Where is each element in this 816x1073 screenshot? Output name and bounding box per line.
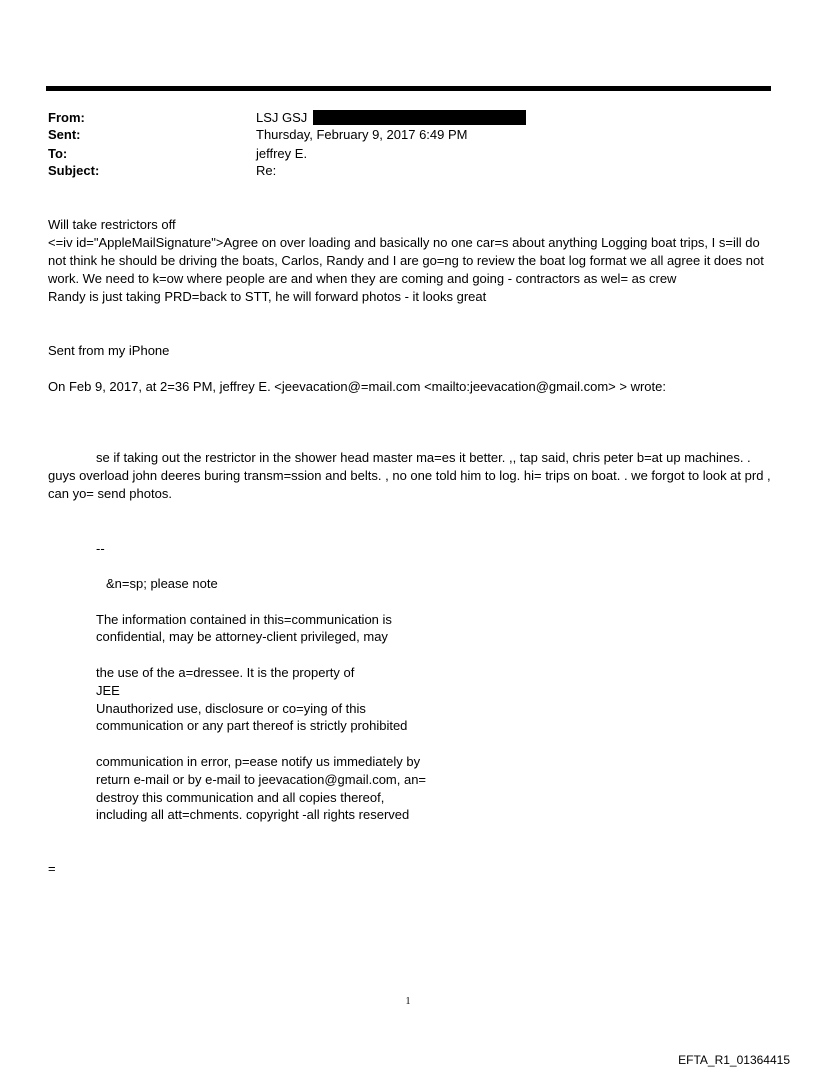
header-rule bbox=[46, 86, 771, 91]
quoted-message: se if taking out the restrictor in the shower head master ma=es it better. ,, tap said, chris peter b=at up machines. . guys overload john deeres buring transm=ssion and belts. , no one told him to log. hi= trips on boat. . we forgot to look at prd , can yo= send photos. bbox=[48, 450, 771, 501]
trailing-equals: = bbox=[48, 861, 56, 876]
disclaimer-line: communication or any part thereof is strictly prohibited bbox=[96, 718, 408, 733]
signature-dashes: -- bbox=[96, 541, 105, 556]
from-label: From: bbox=[48, 110, 85, 125]
sent-value: Thursday, February 9, 2017 6:49 PM bbox=[256, 127, 468, 142]
bates-number: EFTA_R1_01364415 bbox=[678, 1053, 790, 1067]
disclaimer-line: The information contained in this=communication is bbox=[96, 612, 392, 627]
disclaimer-line: Unauthorized use, disclosure or co=ying of this bbox=[96, 701, 366, 716]
disclaimer-line: including all att=chments. copyright -all rights reserved bbox=[96, 807, 410, 822]
from-name: LSJ GSJ bbox=[256, 110, 308, 125]
disclaimer-line: communication in error, p=ease notify us immediately by bbox=[96, 754, 421, 769]
subject-value: Re: bbox=[256, 163, 277, 178]
disclaimer-line: JEE bbox=[96, 683, 120, 698]
sent-label: Sent: bbox=[48, 127, 81, 142]
disclaimer-line: confidential, may be attorney-client privileged, may bbox=[96, 629, 388, 644]
body-paragraph-main: <=iv id="AppleMailSignature">Agree on over loading and basically no one car=s about anything Logging boat trips, I s=ill do not think he should be driving the boats, Carlos, Randy and I are go=ng to review the boat log format we all agree it does not work. We need to k=ow where people are and when they are coming and going - contractors as wel= as crew bbox=[48, 235, 764, 286]
sent-from-line: Sent from my iPhone bbox=[48, 343, 170, 358]
to-value: jeffrey E. bbox=[256, 146, 308, 161]
redaction-bar bbox=[313, 110, 526, 125]
from-value bbox=[256, 109, 526, 127]
body-line-randy: Randy is just taking PRD=back to STT, he will forward photos - it looks great bbox=[48, 289, 487, 304]
disclaimer-line: destroy this communication and all copies thereof, bbox=[96, 790, 385, 805]
quote-intro-line: On Feb 9, 2017, at 2=36 PM, jeffrey E. <jeevacation@=mail.com <mailto:jeevacation@gmail.com> > wrote: bbox=[48, 379, 666, 394]
to-label: To: bbox=[48, 146, 68, 161]
page-number: 1 bbox=[405, 996, 411, 1007]
disclaimer-line: the use of the a=dressee. It is the property of bbox=[96, 665, 355, 680]
please-note-line: &n=sp; please note bbox=[106, 576, 218, 591]
disclaimer-line: return e-mail or by e-mail to jeevacation@gmail.com, an= bbox=[96, 772, 427, 787]
body-line-restrictors: Will take restrictors off bbox=[48, 217, 176, 232]
subject-label: Subject: bbox=[48, 163, 100, 178]
